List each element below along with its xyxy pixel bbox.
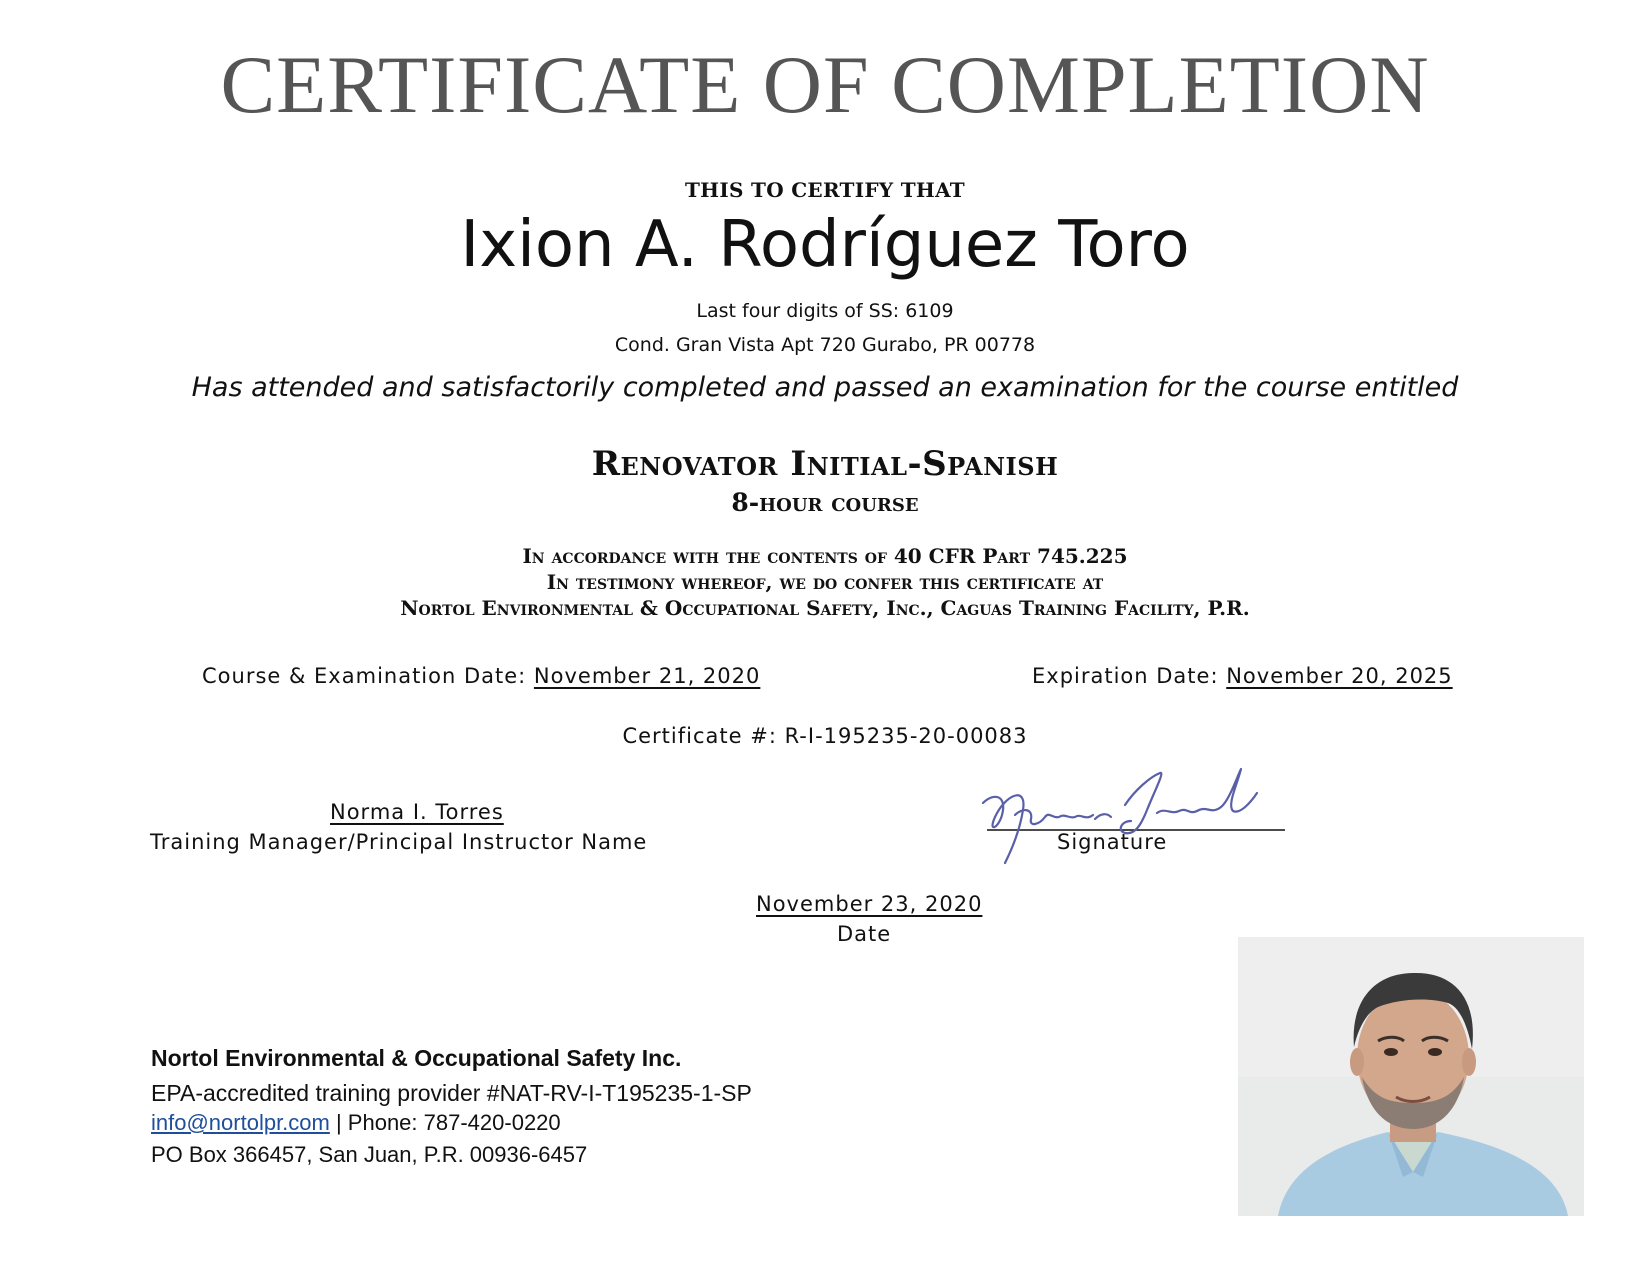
provider-accreditation: EPA-accredited training provider #NAT-RV-I-T195235-1-SP	[151, 1080, 752, 1106]
issue-date-label: Date	[837, 922, 892, 946]
provider-email-link[interactable]: info@nortolpr.com	[151, 1110, 330, 1135]
course-hours: 8-hour course	[731, 488, 919, 517]
facility-line: Nortol Environmental & Occupational Safety, Inc., Caguas Training Facility, P.R.	[400, 596, 1250, 620]
testimony-line: In testimony whereof, we do confer this certificate at	[546, 570, 1104, 594]
recipient-address: Cond. Gran Vista Apt 720 Gurabo, PR 00778	[614, 334, 1036, 356]
issue-date: November 23, 2020	[756, 892, 983, 916]
provider-contact	[151, 1110, 561, 1136]
certificate-title: CERTIFICATE OF COMPLETION	[220, 39, 1430, 130]
ss-digits: Last four digits of SS: 6109	[696, 300, 954, 322]
provider-phone: | Phone: 787-420-0220	[329, 1110, 561, 1135]
certificate-number: Certificate #: R-I-195235-20-00083	[622, 724, 1028, 748]
provider-po-box: PO Box 366457, San Juan, P.R. 00936-6457	[151, 1142, 588, 1167]
instructor-label: Training Manager/Principal Instructor Name	[150, 830, 648, 854]
course-name: Renovator Initial-Spanish	[591, 444, 1059, 484]
instructor-name-row	[316, 800, 518, 824]
recipient-photo	[1238, 937, 1584, 1216]
signature-label: Signature	[1057, 830, 1168, 854]
certify-text: THIS TO CERTIFY THAT	[684, 178, 965, 202]
course-date-row	[202, 664, 760, 688]
recipient-portrait-image	[1238, 937, 1584, 1216]
attended-statement: Has attended and satisfactorily completed and passed an examination for the course entitled	[191, 372, 1459, 403]
expiration-date-label: Expiration Date:	[1032, 664, 1227, 688]
instructor-name: Norma I. Torres	[330, 800, 504, 824]
course-date-label: Course & Examination Date:	[202, 664, 534, 688]
provider-name: Nortol Environmental & Occupational Safety Inc.	[151, 1045, 682, 1071]
recipient-name: Ixion A. Rodríguez Toro	[460, 208, 1190, 282]
expiration-date-row	[1032, 664, 1453, 688]
course-date-value: November 21, 2020	[533, 664, 761, 688]
accordance-line: In accordance with the contents of 40 CFR Part 745.225	[522, 544, 1128, 568]
expiration-date-value: November 20, 2025	[1226, 664, 1453, 688]
